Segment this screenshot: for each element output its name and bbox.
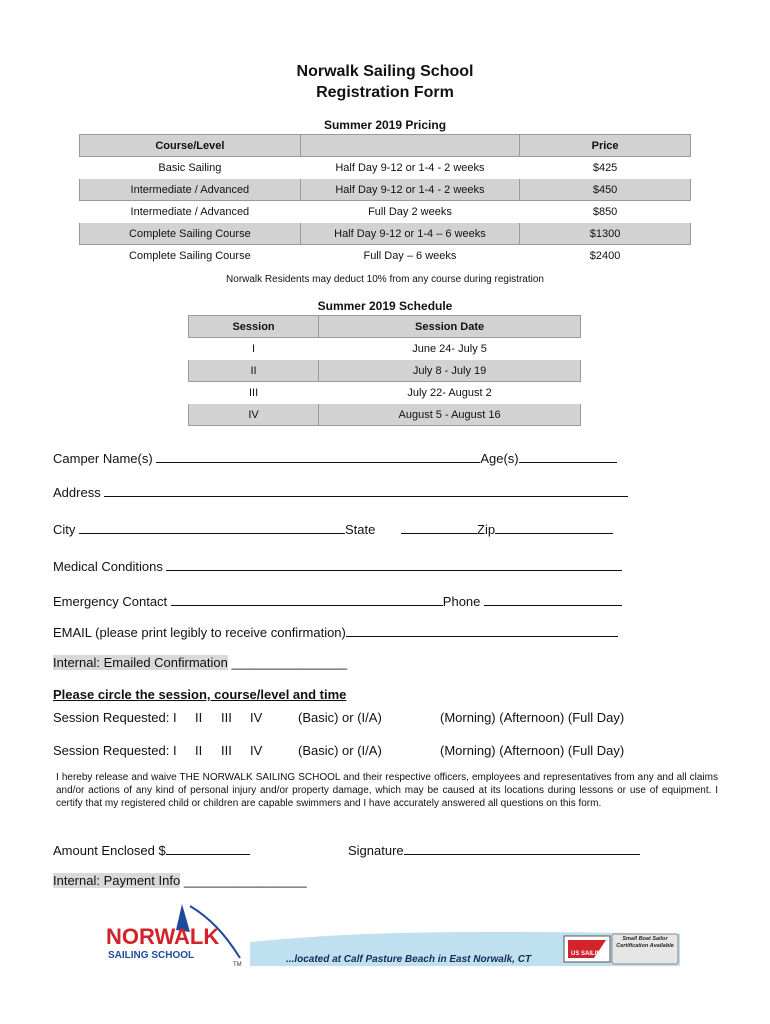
session-cell: III bbox=[248, 386, 259, 399]
age-field[interactable] bbox=[519, 450, 617, 463]
medical-row bbox=[53, 558, 622, 574]
footer-banner bbox=[90, 900, 690, 975]
circle-heading: Please circle the session, course/level and time bbox=[53, 687, 347, 702]
session-requested-label-1: Session Requested: I bbox=[53, 710, 177, 725]
internal-payment-label: Internal: Payment Info bbox=[53, 873, 181, 888]
date-cell: July 22- August 2 bbox=[407, 386, 492, 399]
internal-payment-row bbox=[53, 873, 307, 888]
pricing-header-row bbox=[80, 135, 691, 157]
session-cell: IV bbox=[189, 404, 319, 426]
course-cell: Complete Sailing Course bbox=[129, 249, 251, 262]
pricing-row bbox=[80, 179, 691, 201]
email-field[interactable] bbox=[346, 624, 618, 637]
medical-field[interactable] bbox=[166, 558, 622, 571]
title-line-2: Registration Form bbox=[316, 84, 454, 101]
session-option-ii[interactable]: II bbox=[195, 710, 203, 725]
time-options-2[interactable]: (Morning) (Afternoon) (Full Day) bbox=[440, 743, 625, 758]
amount-row bbox=[53, 842, 250, 858]
session-option-iii[interactable]: III bbox=[221, 743, 232, 758]
location-text: ...located at Calf Pasture Beach in East Norwalk, CT bbox=[286, 954, 532, 965]
price-cell: $450 bbox=[520, 179, 691, 201]
schedule-header-row bbox=[189, 316, 581, 338]
time-cell: Half Day 9-12 or 1-4 – 6 weeks bbox=[300, 223, 519, 245]
state-label: State bbox=[345, 522, 376, 537]
certification-badge-text: Small Boat Sailor Certification Available bbox=[616, 936, 674, 949]
course-cell: Intermediate / Advanced bbox=[130, 205, 250, 218]
signature-field[interactable] bbox=[404, 842, 640, 855]
logo-wordmark: NORWALK bbox=[106, 924, 220, 949]
camper-name-label: Camper Name(s) bbox=[53, 451, 153, 466]
schedule-row bbox=[189, 338, 581, 360]
time-cell: Half Day 9-12 or 1-4 - 2 weeks bbox=[300, 179, 519, 201]
email-label: EMAIL (please print legibly to receive confirmation) bbox=[53, 625, 346, 640]
pricing-row bbox=[80, 157, 691, 179]
logo-trademark: TM bbox=[233, 962, 242, 968]
session-option-ii[interactable]: II bbox=[195, 743, 203, 758]
logo-subtitle: SAILING SCHOOL bbox=[108, 950, 195, 961]
address-row bbox=[53, 484, 628, 500]
price-cell: $2400 bbox=[589, 249, 621, 262]
pricing-row bbox=[80, 245, 691, 267]
schedule-heading: Summer 2019 Schedule bbox=[317, 299, 453, 313]
age-label: Age(s) bbox=[480, 451, 519, 466]
medical-label: Medical Conditions bbox=[53, 559, 163, 574]
footer-graphic bbox=[90, 900, 690, 975]
address-field[interactable] bbox=[104, 484, 628, 497]
certification-badge-text-wrap bbox=[614, 936, 676, 964]
course-cell: Basic Sailing bbox=[158, 161, 222, 174]
internal-email-label: Internal: Emailed Confirmation bbox=[53, 655, 228, 670]
signature-row bbox=[348, 842, 640, 858]
session-option-iv[interactable]: IV bbox=[250, 743, 263, 758]
pricing-row bbox=[80, 201, 691, 223]
header-time bbox=[300, 135, 519, 157]
address-label: Address bbox=[53, 485, 101, 500]
date-cell: July 8 - July 19 bbox=[319, 360, 581, 382]
camper-name-field[interactable] bbox=[156, 450, 480, 463]
price-cell: $1300 bbox=[520, 223, 691, 245]
header-price: Price bbox=[520, 135, 691, 157]
session-option-iv[interactable]: IV bbox=[250, 710, 263, 725]
session-requested-label-2: Session Requested: I bbox=[53, 743, 177, 758]
header-session-date: Session Date bbox=[319, 316, 581, 338]
session-cell: II bbox=[189, 360, 319, 382]
course-cell: Complete Sailing Course bbox=[80, 223, 301, 245]
header-session: Session bbox=[189, 316, 319, 338]
time-cell: Full Day – 6 weeks bbox=[363, 249, 457, 262]
amount-label: Amount Enclosed $ bbox=[53, 843, 166, 858]
schedule-row bbox=[189, 404, 581, 426]
pricing-table bbox=[79, 134, 691, 267]
schedule-row bbox=[189, 360, 581, 382]
schedule-table bbox=[188, 315, 581, 426]
course-cell: Intermediate / Advanced bbox=[80, 179, 301, 201]
time-options-1[interactable]: (Morning) (Afternoon) (Full Day) bbox=[440, 710, 625, 725]
session-option-iii[interactable]: III bbox=[221, 710, 232, 725]
phone-field[interactable] bbox=[484, 593, 622, 606]
signature-label: Signature bbox=[348, 843, 404, 858]
title-line-1: Norwalk Sailing School bbox=[296, 63, 474, 80]
internal-email-blank[interactable]: ________________ bbox=[231, 655, 348, 670]
emergency-label: Emergency Contact bbox=[53, 594, 168, 609]
level-options-1[interactable]: (Basic) or (I/A) bbox=[298, 710, 382, 725]
date-cell: August 5 - August 16 bbox=[319, 404, 581, 426]
waiver-paragraph: I hereby release and waive THE NORWALK SAILING SCHOOL and their respective officers, employees and representatives from any and all claims and/or actions of any kind of personal injury and/or property damage, which may be caused at its locations during lessons or use of equipment. I certify that my registered child or children are capable swimmers and I have accurately answered all questions on this form. bbox=[56, 772, 718, 809]
camper-name-row bbox=[53, 450, 617, 466]
session-cell: I bbox=[252, 342, 256, 355]
city-label: City bbox=[53, 522, 76, 537]
emergency-field[interactable] bbox=[171, 593, 443, 606]
phone-label: Phone bbox=[442, 594, 481, 609]
price-cell: $425 bbox=[592, 161, 618, 174]
us-sailing-text: US SAILING bbox=[571, 951, 606, 957]
amount-field[interactable] bbox=[166, 842, 250, 855]
time-cell: Full Day 2 weeks bbox=[368, 205, 452, 218]
city-field[interactable] bbox=[79, 521, 345, 534]
internal-email-row bbox=[53, 655, 347, 670]
header-course: Course/Level bbox=[80, 135, 301, 157]
emergency-row bbox=[53, 593, 622, 609]
pricing-heading: Summer 2019 Pricing bbox=[323, 118, 447, 132]
resident-discount-note: Norwalk Residents may deduct 10% from any course during registration bbox=[226, 274, 544, 285]
schedule-row bbox=[189, 382, 581, 404]
city-row bbox=[53, 521, 613, 537]
pricing-row bbox=[80, 223, 691, 245]
level-options-2[interactable]: (Basic) or (I/A) bbox=[298, 743, 382, 758]
internal-payment-blank[interactable]: _________________ bbox=[183, 873, 307, 888]
date-cell: June 24- July 5 bbox=[412, 342, 487, 355]
time-cell: Half Day 9-12 or 1-4 - 2 weeks bbox=[335, 161, 485, 174]
price-cell: $850 bbox=[592, 205, 618, 218]
zip-label: Zip bbox=[477, 522, 496, 537]
zip-field[interactable] bbox=[495, 521, 613, 534]
email-row bbox=[53, 624, 618, 640]
state-field[interactable] bbox=[401, 521, 477, 534]
